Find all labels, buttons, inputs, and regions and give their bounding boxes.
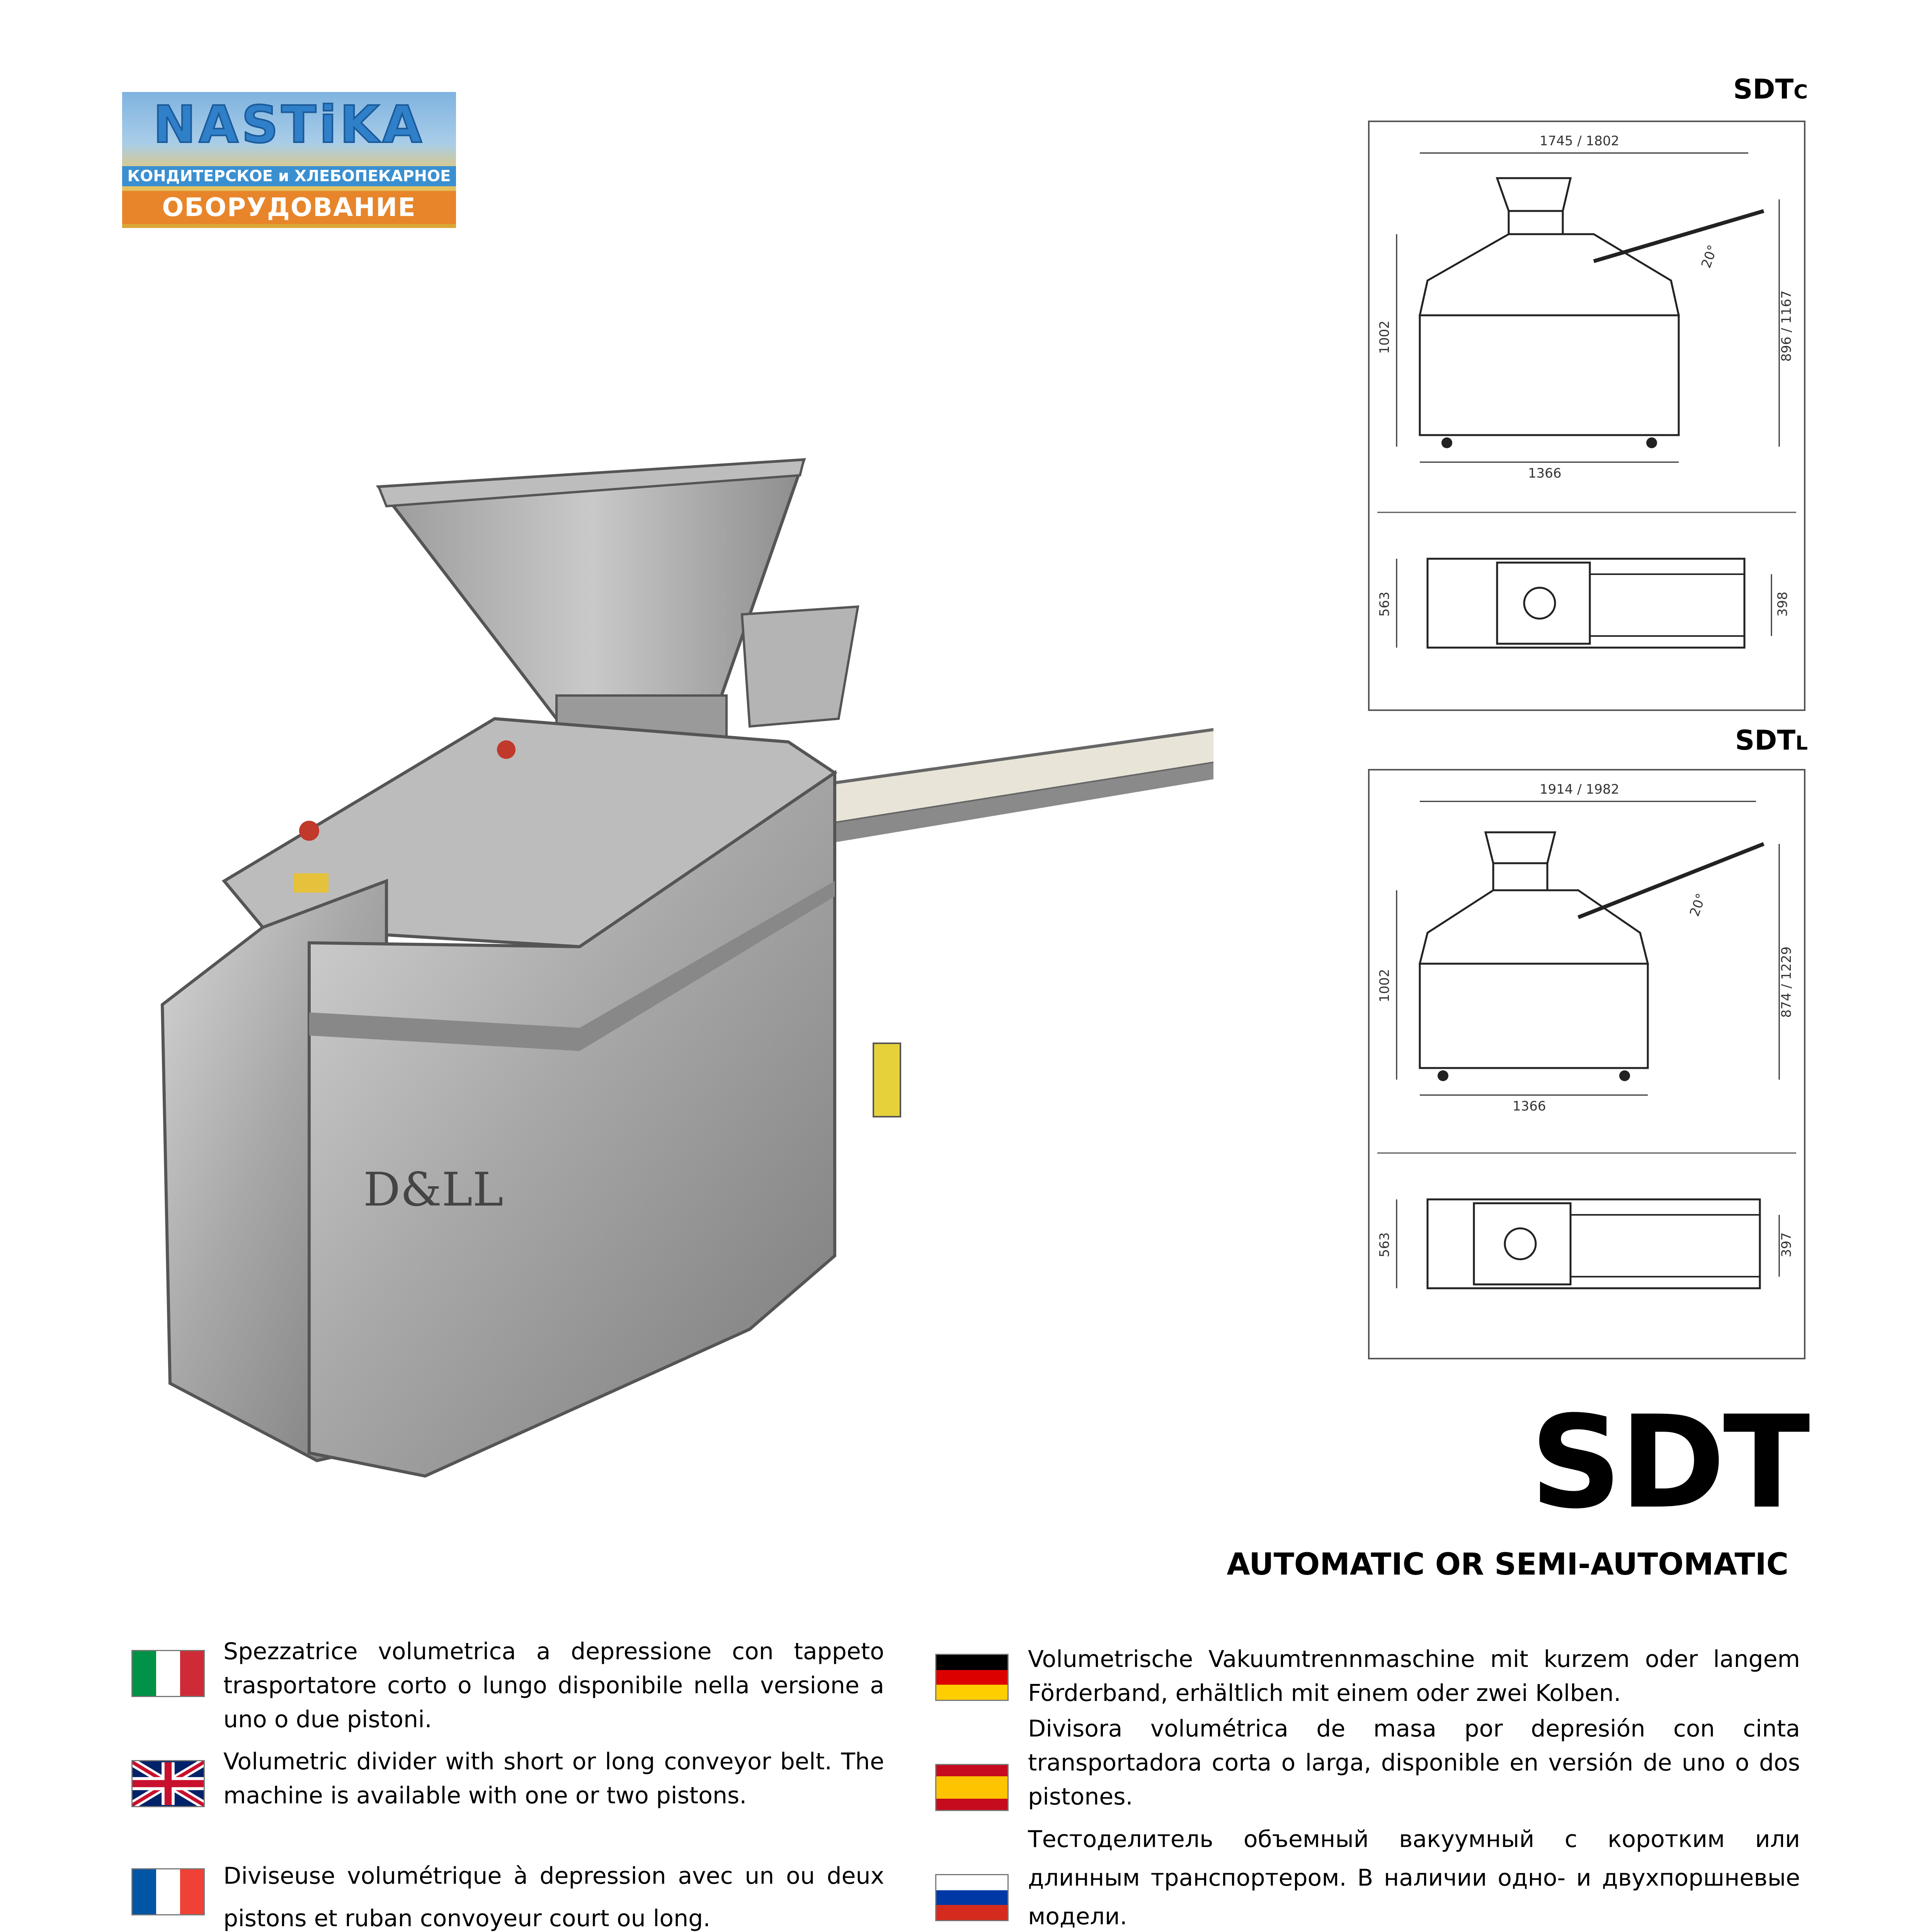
- machine-brand-mark: D&LL: [363, 1163, 504, 1217]
- italy-flag-icon: [131, 1650, 205, 1697]
- russia-flag-icon: [935, 1874, 1009, 1921]
- sdtc-label: [1733, 73, 1808, 105]
- logo-tagline: КОНДИТЕРСКОЕ и ХЛЕБОПЕКАРНОЕ: [122, 166, 456, 186]
- sdtl-dim-length: 1366: [1513, 1099, 1546, 1114]
- sdtl-label-sub: L: [1795, 732, 1808, 754]
- product-subtitle: AUTOMATIC OR SEMI-AUTOMATIC: [1227, 1547, 1788, 1582]
- sdtl-drawing: [1368, 769, 1805, 1359]
- spain-flag-icon: [935, 1764, 1009, 1811]
- description-german: Volumetrische Vakuumtrennmaschine mit kurzem oder langem Förderband, erhältlich mit einem oder zwei Kolben.: [1028, 1646, 1800, 1707]
- description-spanish: Divisora volumétrica de masa por depresión con cinta transportadora corta o larga, disponible en versión de uno o dos pistones.: [1028, 1715, 1800, 1810]
- logo-tagline2: ОБОРУДОВАНИЕ: [122, 191, 456, 224]
- description-english: Volumetric divider with short or long conveyor belt. The machine is available with one or two pistons.: [223, 1748, 884, 1809]
- sdtl-dim-width: 1914 / 1982: [1540, 782, 1620, 797]
- sdtc-dim-angle: 20°: [1698, 243, 1721, 270]
- sdtl-label-main: SDT: [1735, 724, 1796, 756]
- company-logo: [122, 92, 456, 228]
- sdtc-drawing: [1368, 121, 1805, 711]
- sdtl-dim-belt-width: 397: [1779, 1232, 1794, 1257]
- sdtc-dim-belt-height: 896 / 1167: [1779, 290, 1794, 362]
- sdtl-label: [1735, 724, 1808, 756]
- uk-flag-icon: [131, 1760, 205, 1807]
- sdtc-dim-height: 1002: [1377, 320, 1392, 354]
- sdtc-dim-width: 1745 / 1802: [1540, 133, 1620, 149]
- sdtc-dim-depth: 563: [1377, 592, 1392, 617]
- sdtl-dim-height: 1002: [1377, 969, 1392, 1002]
- machine-photo: [147, 425, 1213, 1569]
- sdtl-dim-angle: 20°: [1686, 891, 1710, 919]
- logo-brand: NASTiKA: [153, 95, 425, 155]
- sdtc-dim-belt-width: 398: [1775, 592, 1790, 617]
- description-italian: Spezzatrice volumetrica a depressione con tappeto trasportatore corto o lungo disponibile nella versione a uno o due pistoni.: [223, 1638, 884, 1733]
- sdtl-dim-belt-height: 874 / 1229: [1779, 946, 1794, 1018]
- description-french: Diviseuse volumétrique à depression avec un ou deux pistons et ruban convoyeur court ou long.: [223, 1862, 884, 1932]
- sdtl-dim-depth: 563: [1377, 1232, 1392, 1257]
- description-russian: Тестоделитель объемный вакуумный с коротким или длинным транспортером. В наличии одно- и двухпоршневые модели.: [1028, 1826, 1800, 1930]
- product-title: SDT: [1530, 1388, 1808, 1537]
- sdtc-label-sub: C: [1793, 81, 1808, 103]
- france-flag-icon: [131, 1868, 205, 1915]
- sdtc-dim-length: 1366: [1528, 466, 1562, 481]
- germany-flag-icon: [935, 1654, 1009, 1701]
- sdtc-label-main: SDT: [1733, 73, 1794, 105]
